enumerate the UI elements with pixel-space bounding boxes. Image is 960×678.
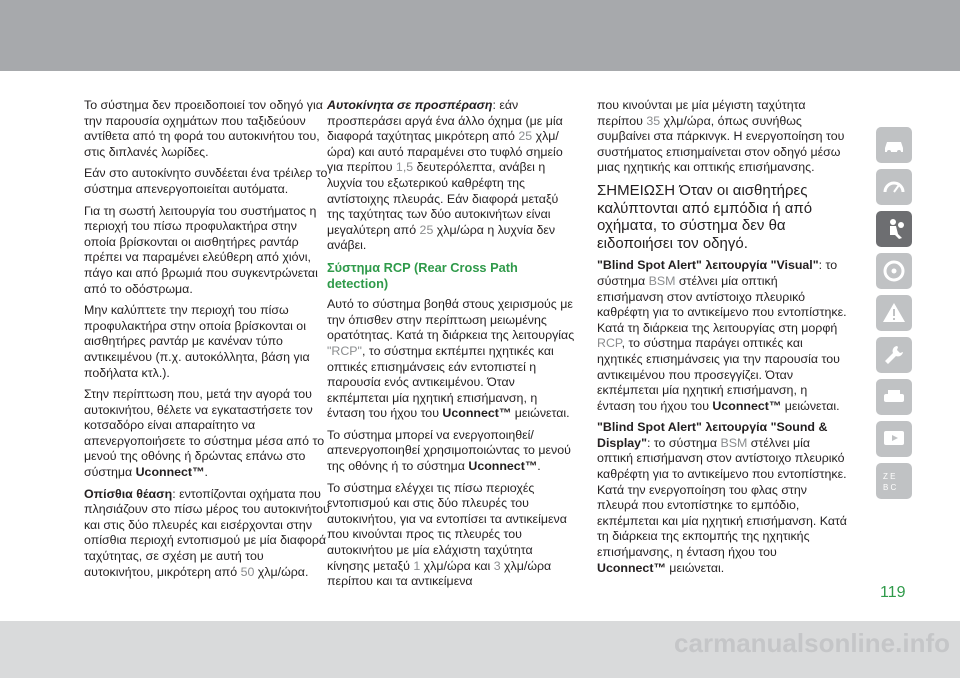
note-block: ΣΗΜΕΙΩΣΗ Όταν οι αισθητήρες καλύπτονται από εμπόδια ή από οχήματα, το σύστημα δεν θα ειδοποιήσει τον οδηγό.	[597, 181, 813, 252]
number: 25	[419, 222, 434, 237]
paragraph	[327, 297, 575, 422]
text-run: : εντοπίζονται οχήματα που πλησιάζουν στο πίσω μέρος του αυτοκινήτου και στις δύο πλευρές και εισέρχονται στην οπίσθια περιοχή εντοπισμού με μία διαφορά ταχύτητας, σε σχέση με αυτή του αυτοκινήτου, μικρότερη από	[84, 486, 330, 579]
text-run: , το σύστημα εκπέμπει ηχητικές και οπτικές επισημάνσεις εάν εντοπιστεί η παρουσία ενός αντικειμένου. Όταν εκπέμπεται μία ηχητική επισήμανση, η ένταση του ήχου του	[327, 343, 554, 421]
page-number: 119	[880, 584, 906, 601]
uconnect-term: Uconnect™	[468, 459, 538, 474]
text-column-1	[84, 98, 332, 586]
text-run: : το σύστημα	[597, 258, 838, 288]
bsm-term: BSM	[648, 273, 676, 288]
text-run: χλμ/ώρα, όπως συνήθως συμβαίνει στα πάρκινγκ. Η ενεργοποίηση του συστήματος επισημαίνεται στον οδηγό μέσω μιας ηχητικής και οπτικής επισήμανσης.	[597, 113, 845, 175]
paragraph	[597, 98, 847, 176]
term-label: "Blind Spot Alert" λειτουργία "Sound & Display"	[597, 420, 828, 450]
text-run: μειώνεται.	[511, 406, 570, 421]
text-run: μειώνεται.	[781, 398, 840, 413]
multimedia-icon[interactable]	[876, 421, 912, 457]
service-wrench-icon[interactable]	[876, 337, 912, 373]
paragraph: Εάν στο αυτοκίνητο συνδέεται ένα τρέιλερ το σύστημα απενεργοποιείται αυτόματα.	[84, 166, 328, 196]
paragraph	[84, 487, 332, 581]
term-label: Οπίσθια θέαση	[84, 486, 173, 501]
number: 1	[413, 558, 421, 573]
text-run: Το σύστημα μπορεί να ενεργοποιηθεί/ απενεργοποιηθεί χρησιμοποιώντας το μενού της οθόνης ή το σύστημα	[327, 427, 571, 474]
seat-airbag-safety-icon[interactable]	[876, 211, 912, 247]
text-run: στέλνει μία οπτική επισήμανση στον αντίστοιχο πλευρικό καθρέφτη για το αντικείμενο που εντοπίστηκε. Κατά τη διάρκεια της λειτουργίας στη μορφή	[597, 273, 847, 335]
paragraph	[597, 420, 847, 576]
text-run: χλμ/ώρα περίπου και τα αντικείμενα	[327, 558, 552, 589]
steering-wheel-icon[interactable]	[876, 253, 912, 289]
text-run: χλμ/ώρα η λυχνία δεν ανάβει.	[327, 222, 556, 253]
number: 3	[493, 558, 501, 573]
number: 1,5	[395, 160, 414, 175]
text-run: στέλνει μία οπτική επισήμανση στον αντίστοιχο πλευρικό καθρέφτη για το αντικείμενο που εντοπίστηκε. Κατά την ενεργοποίηση του φλας στην πλευρά που εντοπίστηκε το εμπόδιο, εκπέμπεται και μία ηχητική επισήμανση. Κατά τη διάρκεια της εκπομπής της ηχητικής επισήμανσης, η ένταση ήχου του	[597, 435, 847, 560]
watermark: carmanualsonline.info	[674, 628, 950, 658]
paragraph	[597, 258, 847, 414]
text-run: .	[204, 465, 208, 480]
paragraph	[84, 387, 332, 481]
text-run: Στην περίπτωση που, μετά την αγορά του αυτοκινήτου, θέλετε να εγκαταστήσετε τον κοτσαδόρο είναι απαραίτητο να απενεργοποιήσετε το σύστημα μέσα από το μενού της οθόνης ή δρώντας επάνω στο σύστημα	[84, 387, 325, 480]
text-run: , το σύστημα παράγει οπτικές και ηχητικές επισημάνσεις για την παρουσία του αντικειμένου που προσεγγίζει. Όταν εκπέμπεται μία ηχητική επισήμανση, η ένταση του ήχου του	[597, 336, 840, 413]
text-run: δευτερόλεπτα, ανάβει η λυχνία του εξωτερικού καθρέφτη της αντίστοιχης πλευράς. Εάν διαφορά μεταξύ της ταχύτητας των δύο αυτοκινήτων είναι μεγαλύτερη από	[327, 160, 559, 237]
paragraph: Για τη σωστή λειτουργία του συστήματος η περιοχή του πίσω προφυλακτήρα στην οποία βρίσκονται οι αισθητήρες ραντάρ πρέπει να παραμένει ελεύθερη από χιόνι, πάγο και από βρωμιά που συγκεντρώνεται από το οδόστρωμα.	[84, 203, 318, 296]
text-run: Αυτό το σύστημα βοηθά στους χειρισμούς με την όπισθεν στην περίπτωση μειωμένης ορατότητας. Κατά τη διάρκεια της λειτουργίας	[327, 297, 575, 343]
paragraph	[327, 481, 575, 590]
technical-data-icon[interactable]	[876, 379, 912, 415]
paragraph	[327, 428, 575, 475]
alphabetical-index-icon[interactable]	[876, 463, 912, 499]
text-run: που κινούνται με μία μέγιστη ταχύτητα περίπου	[597, 98, 806, 128]
number: 25	[518, 129, 533, 144]
dashboard-gauge-icon[interactable]	[876, 169, 912, 205]
car-icon[interactable]	[876, 127, 912, 163]
uconnect-term: Uconnect™	[442, 406, 512, 421]
warning-triangle-icon[interactable]	[876, 295, 912, 331]
text-run: : εάν προσπεράσει αργά ένα άλλο όχημα (με μία διαφορά ταχύτητας μικρότερη από	[327, 98, 563, 144]
term-label: "Blind Spot Alert" λειτουργία "Visual"	[597, 258, 819, 273]
text-column-3	[597, 98, 847, 582]
bsm-term: BSM	[720, 435, 748, 450]
number: 35	[646, 113, 661, 128]
uconnect-term: Uconnect™	[712, 398, 782, 413]
svg-text:B C: B C	[883, 483, 897, 492]
section-heading: Σύστημα RCP (Rear Cross Path detection)	[327, 259, 518, 291]
paragraph: Το σύστημα δεν προειδοποιεί τον οδηγό για την παρουσία οχημάτων που ταξιδεύουν αντίθετα από τη φορά του αυτοκινήτου του, στις διπλανές λωρίδες.	[84, 98, 323, 159]
rcp-term: RCP	[597, 336, 622, 351]
text-column-2	[327, 98, 575, 596]
text-run: χλμ/ώρα) και αυτό παραμένει στο τυφλό σημείο για περίπου	[327, 129, 563, 175]
paragraph: Μην καλύπτετε την περιοχή του πίσω προφυλακτήρα στην οποία βρίσκονται οι αισθητήρες ραντάρ με κανέναν τύπο αντικειμένου (π.χ. αυτοκόλλητα, βάση για ποδήλατα κτλ.).	[84, 303, 310, 380]
rcp-term: "RCP"	[327, 343, 362, 358]
text-run: .	[537, 459, 541, 474]
text-run: μειώνεται.	[665, 560, 725, 575]
term-label: Αυτοκίνητα σε προσπέραση	[327, 98, 493, 112]
svg-text:Z E: Z E	[883, 472, 896, 481]
text-run: : το σύστημα	[646, 435, 721, 450]
top-header-bar	[0, 0, 960, 71]
chapter-tab-icons	[876, 127, 916, 505]
text-run: χλμ/ώρα και	[420, 558, 494, 573]
text-run: χλμ/ώρα.	[254, 564, 309, 579]
uconnect-term: Uconnect™	[597, 560, 666, 575]
paragraph	[327, 98, 575, 254]
uconnect-term: Uconnect™	[135, 465, 205, 480]
number: 50	[240, 564, 255, 579]
text-run: Το σύστημα ελέγχει τις πίσω περιοχές εντοπισμού και στις δύο πλευρές του αυτοκινήτου, για να εντοπίσει τα αντικείμενα που κινούνται προς τις πλευρές του αυτοκινήτου με μία ελάχιστη ταχύτητα κίνησης μεταξύ	[327, 480, 567, 573]
